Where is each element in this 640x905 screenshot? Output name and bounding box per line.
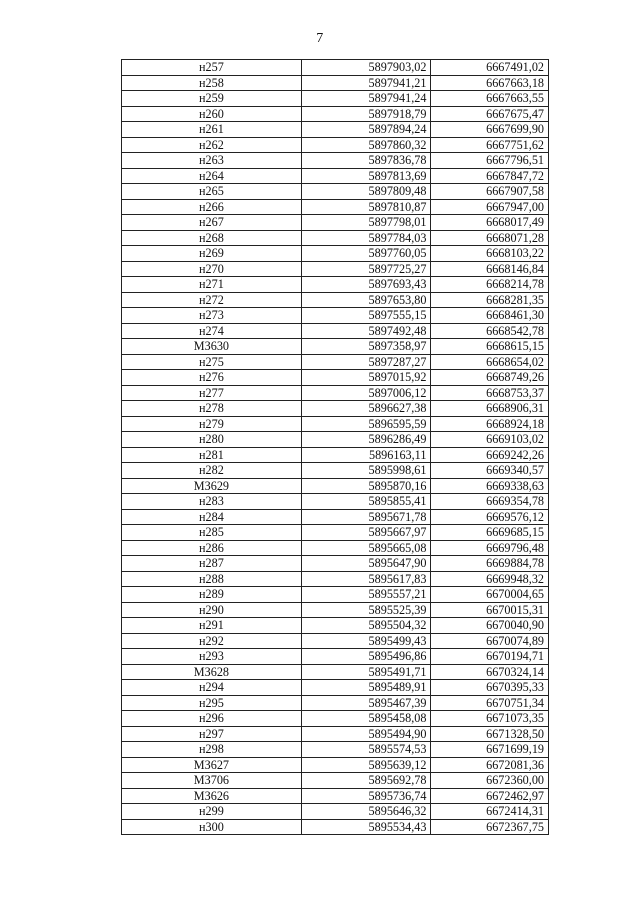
x-coordinate-cell: 5897941,21 (301, 75, 431, 91)
table-row (122, 292, 549, 308)
point-id-cell: н263 (122, 153, 302, 169)
x-coordinate-cell: 5896286,49 (301, 432, 431, 448)
table-row (122, 633, 549, 649)
x-coordinate-cell: 5895489,91 (301, 680, 431, 696)
x-coordinate-cell: 5897760,05 (301, 246, 431, 262)
point-id-cell: н266 (122, 199, 302, 215)
table-row (122, 711, 549, 727)
table-row (122, 215, 549, 231)
y-coordinate-cell: 6667847,72 (431, 168, 549, 184)
y-coordinate-cell: 6669576,12 (431, 509, 549, 525)
point-id-cell: н272 (122, 292, 302, 308)
y-coordinate-cell: 6667907,58 (431, 184, 549, 200)
x-coordinate-cell: 5895692,78 (301, 773, 431, 789)
y-coordinate-cell: 6672081,36 (431, 757, 549, 773)
y-coordinate-cell: 6668146,84 (431, 261, 549, 277)
y-coordinate-cell: 6669685,15 (431, 525, 549, 541)
y-coordinate-cell: 6670395,33 (431, 680, 549, 696)
point-id-cell: н291 (122, 618, 302, 634)
table-row (122, 478, 549, 494)
point-id-cell: н280 (122, 432, 302, 448)
point-id-cell: МЗ706 (122, 773, 302, 789)
x-coordinate-cell: 5895496,86 (301, 649, 431, 665)
x-coordinate-cell: 5897784,03 (301, 230, 431, 246)
y-coordinate-cell: 6669796,48 (431, 540, 549, 556)
x-coordinate-cell: 5895557,21 (301, 587, 431, 603)
point-id-cell: н259 (122, 91, 302, 107)
table-row (122, 742, 549, 758)
table-row (122, 60, 549, 76)
point-id-cell: н281 (122, 447, 302, 463)
y-coordinate-cell: 6669103,02 (431, 432, 549, 448)
x-coordinate-cell: 5897725,27 (301, 261, 431, 277)
x-coordinate-cell: 5896627,38 (301, 401, 431, 417)
x-coordinate-cell: 5895617,83 (301, 571, 431, 587)
y-coordinate-cell: 6668214,78 (431, 277, 549, 293)
table-row (122, 463, 549, 479)
y-coordinate-cell: 6671328,50 (431, 726, 549, 742)
point-id-cell: н268 (122, 230, 302, 246)
table-row (122, 757, 549, 773)
point-id-cell: н262 (122, 137, 302, 153)
x-coordinate-cell: 5897006,12 (301, 385, 431, 401)
x-coordinate-cell: 5897287,27 (301, 354, 431, 370)
y-coordinate-cell: 6668906,31 (431, 401, 549, 417)
x-coordinate-cell: 5897813,69 (301, 168, 431, 184)
table-row (122, 804, 549, 820)
y-coordinate-cell: 6668615,15 (431, 339, 549, 355)
y-coordinate-cell: 6667796,51 (431, 153, 549, 169)
table-row (122, 137, 549, 153)
table-row (122, 525, 549, 541)
x-coordinate-cell: 5897798,01 (301, 215, 431, 231)
x-coordinate-cell: 5895647,90 (301, 556, 431, 572)
y-coordinate-cell: 6671073,35 (431, 711, 549, 727)
y-coordinate-cell: 6670004,65 (431, 587, 549, 603)
table-row (122, 261, 549, 277)
x-coordinate-cell: 5895639,12 (301, 757, 431, 773)
x-coordinate-cell: 5895574,53 (301, 742, 431, 758)
y-coordinate-cell: 6669884,78 (431, 556, 549, 572)
y-coordinate-cell: 6670751,34 (431, 695, 549, 711)
point-id-cell: н279 (122, 416, 302, 432)
table-row (122, 122, 549, 138)
x-coordinate-cell: 5895494,90 (301, 726, 431, 742)
point-id-cell: н290 (122, 602, 302, 618)
x-coordinate-cell: 5897941,24 (301, 91, 431, 107)
point-id-cell: н299 (122, 804, 302, 820)
point-id-cell: н284 (122, 509, 302, 525)
y-coordinate-cell: 6668461,30 (431, 308, 549, 324)
x-coordinate-cell: 5895499,43 (301, 633, 431, 649)
x-coordinate-cell: 5895534,43 (301, 819, 431, 835)
y-coordinate-cell: 6668542,78 (431, 323, 549, 339)
table-row (122, 153, 549, 169)
table-row (122, 447, 549, 463)
point-id-cell: н288 (122, 571, 302, 587)
y-coordinate-cell: 6669338,63 (431, 478, 549, 494)
y-coordinate-cell: 6670040,90 (431, 618, 549, 634)
x-coordinate-cell: 5897358,97 (301, 339, 431, 355)
table-row (122, 230, 549, 246)
point-id-cell: МЗ629 (122, 478, 302, 494)
table-row (122, 587, 549, 603)
table-row (122, 246, 549, 262)
point-id-cell: н257 (122, 60, 302, 76)
y-coordinate-cell: 6669340,57 (431, 463, 549, 479)
table-row (122, 106, 549, 122)
point-id-cell: н300 (122, 819, 302, 835)
point-id-cell: н297 (122, 726, 302, 742)
x-coordinate-cell: 5897918,79 (301, 106, 431, 122)
point-id-cell: н283 (122, 494, 302, 510)
y-coordinate-cell: 6668281,35 (431, 292, 549, 308)
x-coordinate-cell: 5896163,11 (301, 447, 431, 463)
point-id-cell: МЗ630 (122, 339, 302, 355)
point-id-cell: н265 (122, 184, 302, 200)
point-id-cell: МЗ627 (122, 757, 302, 773)
table-row (122, 432, 549, 448)
table-row (122, 308, 549, 324)
x-coordinate-cell: 5897894,24 (301, 122, 431, 138)
x-coordinate-cell: 5895855,41 (301, 494, 431, 510)
point-id-cell: н277 (122, 385, 302, 401)
x-coordinate-cell: 5895491,71 (301, 664, 431, 680)
x-coordinate-cell: 5895998,61 (301, 463, 431, 479)
coordinates-table-body (122, 60, 549, 835)
point-id-cell: н275 (122, 354, 302, 370)
table-row (122, 695, 549, 711)
x-coordinate-cell: 5895870,16 (301, 478, 431, 494)
x-coordinate-cell: 5897810,87 (301, 199, 431, 215)
y-coordinate-cell: 6667663,18 (431, 75, 549, 91)
y-coordinate-cell: 6667663,55 (431, 91, 549, 107)
x-coordinate-cell: 5897809,48 (301, 184, 431, 200)
x-coordinate-cell: 5897492,48 (301, 323, 431, 339)
table-row (122, 509, 549, 525)
table-row (122, 354, 549, 370)
table-row (122, 571, 549, 587)
y-coordinate-cell: 6672367,75 (431, 819, 549, 835)
y-coordinate-cell: 6672414,31 (431, 804, 549, 820)
y-coordinate-cell: 6667675,47 (431, 106, 549, 122)
y-coordinate-cell: 6669242,26 (431, 447, 549, 463)
point-id-cell: н264 (122, 168, 302, 184)
x-coordinate-cell: 5897836,78 (301, 153, 431, 169)
y-coordinate-cell: 6670194,71 (431, 649, 549, 665)
x-coordinate-cell: 5897693,43 (301, 277, 431, 293)
y-coordinate-cell: 6668654,02 (431, 354, 549, 370)
table-row (122, 401, 549, 417)
point-id-cell: н267 (122, 215, 302, 231)
point-id-cell: н260 (122, 106, 302, 122)
y-coordinate-cell: 6667751,62 (431, 137, 549, 153)
table-row (122, 75, 549, 91)
point-id-cell: н269 (122, 246, 302, 262)
table-row (122, 91, 549, 107)
point-id-cell: н278 (122, 401, 302, 417)
y-coordinate-cell: 6671699,19 (431, 742, 549, 758)
table-row (122, 168, 549, 184)
x-coordinate-cell: 5895467,39 (301, 695, 431, 711)
y-coordinate-cell: 6668071,28 (431, 230, 549, 246)
y-coordinate-cell: 6669354,78 (431, 494, 549, 510)
x-coordinate-cell: 5897860,32 (301, 137, 431, 153)
x-coordinate-cell: 5895646,32 (301, 804, 431, 820)
y-coordinate-cell: 6670324,14 (431, 664, 549, 680)
point-id-cell: н293 (122, 649, 302, 665)
point-id-cell: н258 (122, 75, 302, 91)
x-coordinate-cell: 5897555,15 (301, 308, 431, 324)
y-coordinate-cell: 6667491,02 (431, 60, 549, 76)
point-id-cell: н285 (122, 525, 302, 541)
x-coordinate-cell: 5895671,78 (301, 509, 431, 525)
table-row (122, 664, 549, 680)
table-row (122, 649, 549, 665)
table-row (122, 602, 549, 618)
y-coordinate-cell: 6668924,18 (431, 416, 549, 432)
y-coordinate-cell: 6668753,37 (431, 385, 549, 401)
x-coordinate-cell: 5895458,08 (301, 711, 431, 727)
table-row (122, 773, 549, 789)
table-row (122, 556, 549, 572)
point-id-cell: н294 (122, 680, 302, 696)
x-coordinate-cell: 5897015,92 (301, 370, 431, 386)
point-id-cell: н292 (122, 633, 302, 649)
point-id-cell: н289 (122, 587, 302, 603)
point-id-cell: н271 (122, 277, 302, 293)
x-coordinate-cell: 5895667,97 (301, 525, 431, 541)
point-id-cell: н273 (122, 308, 302, 324)
table-row (122, 339, 549, 355)
table-row (122, 494, 549, 510)
point-id-cell: н286 (122, 540, 302, 556)
x-coordinate-cell: 5897903,02 (301, 60, 431, 76)
table-row (122, 385, 549, 401)
point-id-cell: МЗ626 (122, 788, 302, 804)
y-coordinate-cell: 6667699,90 (431, 122, 549, 138)
point-id-cell: н270 (122, 261, 302, 277)
point-id-cell: н296 (122, 711, 302, 727)
point-id-cell: н295 (122, 695, 302, 711)
table-row (122, 199, 549, 215)
table-row (122, 618, 549, 634)
table-row (122, 819, 549, 835)
table-row (122, 370, 549, 386)
table-row (122, 184, 549, 200)
point-id-cell: н261 (122, 122, 302, 138)
y-coordinate-cell: 6669948,32 (431, 571, 549, 587)
point-id-cell: МЗ628 (122, 664, 302, 680)
x-coordinate-cell: 5895525,39 (301, 602, 431, 618)
point-id-cell: н276 (122, 370, 302, 386)
x-coordinate-cell: 5896595,59 (301, 416, 431, 432)
table-row (122, 680, 549, 696)
table-row (122, 540, 549, 556)
table-row (122, 277, 549, 293)
table-row (122, 323, 549, 339)
table-row (122, 788, 549, 804)
y-coordinate-cell: 6668749,26 (431, 370, 549, 386)
y-coordinate-cell: 6667947,00 (431, 199, 549, 215)
x-coordinate-cell: 5895736,74 (301, 788, 431, 804)
coordinates-table (121, 59, 549, 835)
point-id-cell: н274 (122, 323, 302, 339)
x-coordinate-cell: 5897653,80 (301, 292, 431, 308)
point-id-cell: н282 (122, 463, 302, 479)
point-id-cell: н287 (122, 556, 302, 572)
table-row (122, 416, 549, 432)
x-coordinate-cell: 5895665,08 (301, 540, 431, 556)
y-coordinate-cell: 6668103,22 (431, 246, 549, 262)
point-id-cell: н298 (122, 742, 302, 758)
x-coordinate-cell: 5895504,32 (301, 618, 431, 634)
y-coordinate-cell: 6672462,97 (431, 788, 549, 804)
y-coordinate-cell: 6672360,00 (431, 773, 549, 789)
table-row (122, 726, 549, 742)
page-number: 7 (316, 31, 324, 46)
y-coordinate-cell: 6668017,49 (431, 215, 549, 231)
y-coordinate-cell: 6670015,31 (431, 602, 549, 618)
y-coordinate-cell: 6670074,89 (431, 633, 549, 649)
